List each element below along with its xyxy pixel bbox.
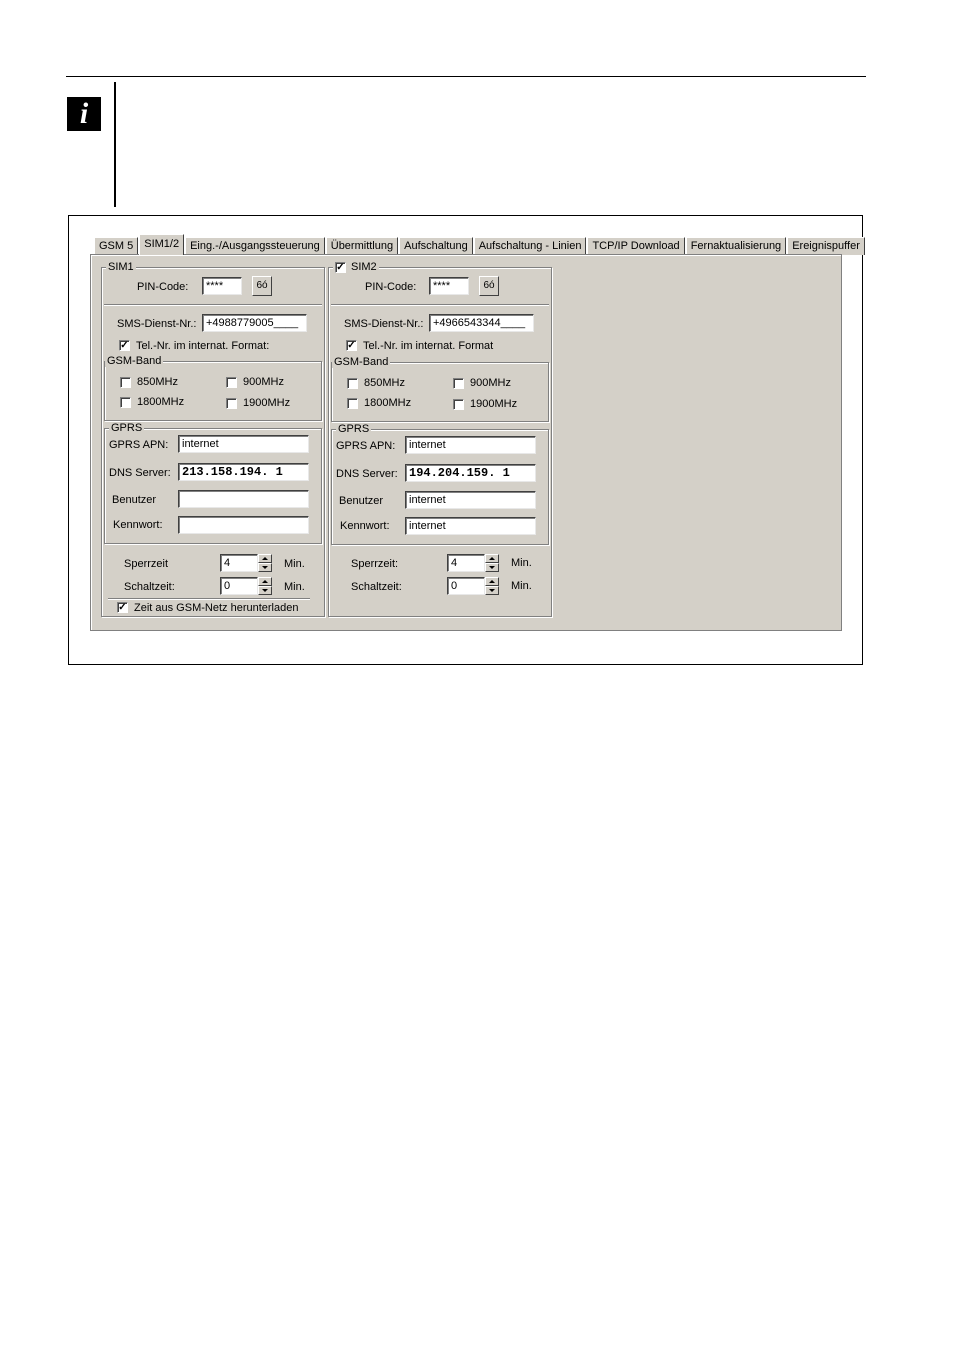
- separator: [104, 304, 322, 306]
- sim1-pin-input[interactable]: ****: [202, 277, 242, 295]
- sim1-1800-label: 1800MHz: [137, 396, 185, 408]
- sim1-group: [101, 261, 325, 617]
- sim1-block-unit: Min.: [284, 558, 305, 570]
- tab-transmission[interactable]: Übermittlung: [326, 237, 398, 255]
- sim1-intl-label: Tel.-Nr. im internat. Format:: [136, 340, 270, 352]
- sim1-1800-checkbox[interactable]: [120, 397, 131, 408]
- sim1-sms-input[interactable]: +4988779005____: [202, 314, 307, 332]
- sim1-gprs-title: GPRS: [111, 422, 143, 434]
- sim2-block-spinner[interactable]: [485, 554, 499, 572]
- sim1-block-input[interactable]: 4: [220, 554, 258, 572]
- sim1-show-pin-button[interactable]: 6ó: [252, 276, 272, 296]
- sim1-gsm-band-group: [104, 355, 322, 421]
- sim2-title: SIM2: [351, 261, 377, 273]
- sim1-intl-checkbox[interactable]: ✓: [120, 340, 129, 351]
- sim1-850-checkbox[interactable]: [120, 377, 131, 388]
- sim1-900-label: 900MHz: [243, 376, 284, 388]
- sim1-pass-input[interactable]: [178, 516, 309, 534]
- tab-monitoring-lines[interactable]: Aufschaltung - Linien: [474, 237, 587, 255]
- sim2-user-label: Benutzer: [339, 495, 384, 507]
- sim2-user-input[interactable]: internet: [405, 491, 536, 509]
- sim1-pass-label: Kennwort:: [113, 519, 163, 531]
- sim2-block-label: Sperrzeit:: [351, 558, 399, 570]
- tab-event-buffer[interactable]: Ereignispuffer: [787, 237, 865, 255]
- sim2-block-unit: Min.: [511, 557, 532, 569]
- sim1-block-label: Sperrzeit: [124, 558, 169, 570]
- sim2-gprs-title: GPRS: [338, 423, 370, 435]
- sim1-apn-input[interactable]: internet: [178, 435, 309, 453]
- sim2-dns-label: DNS Server:: [336, 468, 398, 480]
- sim1-dns-label: DNS Server:: [109, 467, 171, 479]
- sim2-dns-input[interactable]: 194.204.159. 1: [405, 464, 536, 482]
- sim2-1900-checkbox[interactable]: [453, 399, 464, 410]
- separator: [108, 598, 310, 600]
- sim2-group: [328, 261, 552, 617]
- sim1-900-checkbox[interactable]: [226, 377, 237, 388]
- sim2-1800-label: 1800MHz: [364, 397, 412, 409]
- sim2-pin-input[interactable]: ****: [429, 277, 469, 295]
- sim1-gprs-group: [104, 422, 322, 544]
- sim1-1900-label: 1900MHz: [243, 397, 291, 409]
- note-bar: [114, 82, 116, 207]
- sim1-switch-spinner[interactable]: [258, 577, 272, 595]
- sim1-time-checkbox[interactable]: ✓: [118, 602, 127, 613]
- sim1-850-label: 850MHz: [137, 376, 178, 388]
- sim2-gsm-band-group: [331, 356, 549, 422]
- sim2-enable-checkbox[interactable]: ✓: [336, 261, 345, 273]
- tab-monitoring[interactable]: Aufschaltung: [399, 237, 473, 255]
- info-icon: i: [67, 97, 101, 131]
- sim2-switch-spinner[interactable]: [485, 577, 499, 595]
- sim2-intl-checkbox[interactable]: ✓: [347, 340, 356, 351]
- sim2-900-checkbox[interactable]: [453, 378, 464, 389]
- sim2-pin-label: PIN-Code:: [365, 281, 417, 293]
- sim1-sms-label: SMS-Dienst-Nr.:: [117, 318, 197, 330]
- sim1-apn-label: GPRS APN:: [109, 439, 169, 451]
- sim2-switch-label: Schaltzeit:: [351, 581, 402, 593]
- sim1-switch-label: Schaltzeit:: [124, 581, 175, 593]
- sim2-apn-input[interactable]: internet: [405, 436, 536, 454]
- sim1-title: SIM1: [108, 261, 134, 273]
- sim2-pass-label: Kennwort:: [340, 520, 390, 532]
- tab-panel: [90, 254, 842, 631]
- sim1-pin-label: PIN-Code:: [137, 281, 189, 293]
- sim2-900-label: 900MHz: [470, 377, 511, 389]
- sim1-user-input[interactable]: [178, 490, 309, 508]
- sim2-intl-label: Tel.-Nr. im internat. Format: [363, 340, 494, 352]
- sim2-sms-label: SMS-Dienst-Nr.:: [344, 318, 424, 330]
- sim2-1800-checkbox[interactable]: [347, 398, 358, 409]
- sim1-switch-input[interactable]: 0: [220, 577, 258, 595]
- tab-tcpip-download[interactable]: TCP/IP Download: [587, 237, 684, 255]
- sim2-switch-input[interactable]: 0: [447, 577, 485, 595]
- sim1-block-spinner[interactable]: [258, 554, 272, 572]
- tab-remote-update[interactable]: Fernaktualisierung: [686, 237, 787, 255]
- sim2-title-wrap: [333, 261, 379, 273]
- sim2-gsm-band-title: GSM-Band: [334, 356, 389, 368]
- sim2-apn-label: GPRS APN:: [336, 440, 396, 452]
- tab-strip: [94, 233, 866, 255]
- sim1-user-label: Benutzer: [112, 494, 157, 506]
- sim1-time-label: Zeit aus GSM-Netz herunterladen: [134, 602, 299, 614]
- sim2-show-pin-button[interactable]: 6ó: [479, 276, 499, 296]
- sim2-sms-input[interactable]: +4966543344____: [429, 314, 534, 332]
- sim2-850-checkbox[interactable]: [347, 378, 358, 389]
- sim2-gprs-group: [331, 423, 549, 545]
- tab-gsm5[interactable]: GSM 5: [94, 237, 138, 255]
- sim2-switch-unit: Min.: [511, 580, 532, 592]
- settings-dialog: [90, 231, 860, 631]
- sim2-pass-input[interactable]: internet: [405, 517, 536, 535]
- tab-sim12[interactable]: SIM1/2: [139, 234, 184, 255]
- sim1-1900-checkbox[interactable]: [226, 398, 237, 409]
- sim1-dns-input[interactable]: 213.158.194. 1: [178, 463, 309, 481]
- sim2-1900-label: 1900MHz: [470, 398, 518, 410]
- tab-io-control[interactable]: Eing.-/Ausgangssteuerung: [185, 237, 325, 255]
- sim1-gsm-band-title: GSM-Band: [107, 355, 162, 367]
- separator: [331, 304, 549, 306]
- sim2-block-input[interactable]: 4: [447, 554, 485, 572]
- sim1-switch-unit: Min.: [284, 581, 305, 593]
- top-rule: [66, 76, 866, 77]
- sim2-850-label: 850MHz: [364, 377, 405, 389]
